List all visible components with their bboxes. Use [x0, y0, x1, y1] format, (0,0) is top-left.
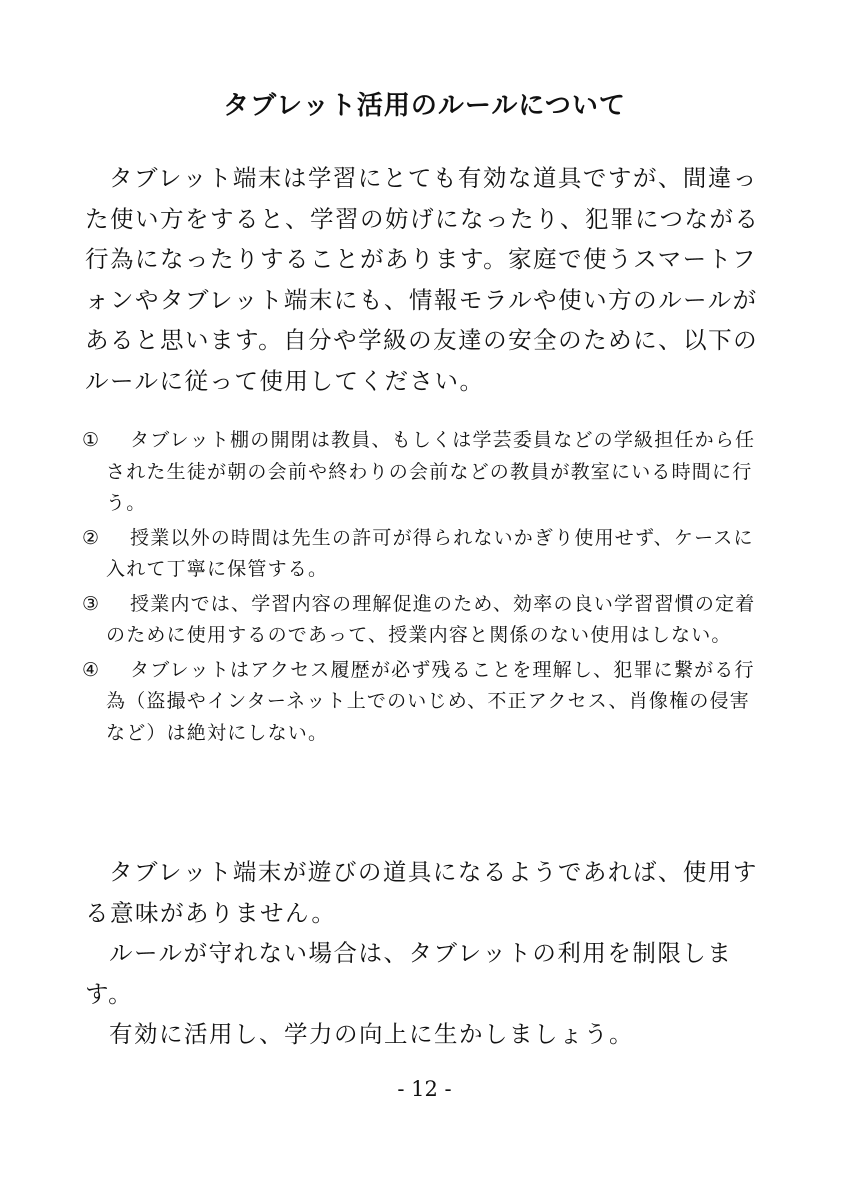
rule-number: ①: [82, 429, 101, 451]
closing-paragraph: タブレット端末が遊びの道具になるようであれば、使用する意味がありません。: [85, 858, 758, 927]
closing-section: [85, 852, 765, 1055]
rule-text: タブレット棚の開閉は教員、もしくは学芸委員などの学級担任から任された生徒が朝の会前や終わりの会前などの教員が教室にいる時間に行う。: [106, 429, 756, 514]
page-number: - 12 -: [397, 1077, 452, 1101]
intro-paragraph: タブレット端末は学習にとても有効な道具ですが、間違った使い方をすると、学習の妨げになったり、犯罪につながる行為になったりすることがあります。家庭で使うスマートフォンやタブレット端末にも、情報モラルや使い方のルールがあると思います。自分や学級の友達の安全のために、以下のルールに従って使用してください。: [85, 164, 760, 395]
rule-text: タブレットはアクセス履歴が必ず残ることを理解し、犯罪に繋がる行為（盗撮やインターネット上でのいじめ、不正アクセス、肖像権の侵害など）は絶対にしない。: [106, 658, 755, 744]
rule-text: 授業内では、学習内容の理解促進のため、効率の良い学習習慣の定着のために使用するのであって、授業内容と関係のない使用はしない。: [106, 592, 756, 646]
rule-text: 授業以外の時間は先生の許可が得られないかぎり使用せず、ケースに入れて丁寧に保管する。: [106, 526, 754, 580]
closing-paragraph: 有効に活用し、学力の向上に生かしましょう。: [109, 1020, 634, 1048]
list-item: [82, 589, 766, 652]
rule-number: ③: [82, 592, 101, 615]
list-item: [82, 523, 766, 586]
page-title: タブレット活用のルールについて: [223, 91, 626, 121]
closing-paragraph: ルールが守れない場合は、タブレットの利用を制限します。: [85, 939, 733, 1008]
list-item: [82, 425, 766, 520]
rules-list: [82, 425, 766, 752]
rule-number: ②: [82, 526, 101, 549]
list-item: [82, 655, 766, 750]
rule-number: ④: [82, 658, 101, 681]
